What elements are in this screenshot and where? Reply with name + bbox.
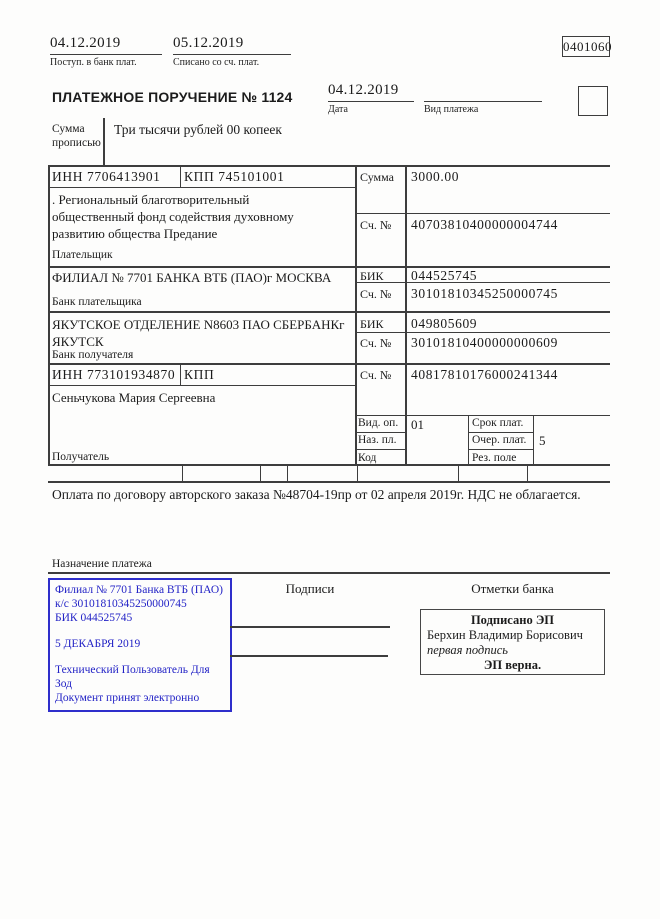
- term-label: Срок плат.: [472, 417, 524, 429]
- payment-kind-label: Вид платежа: [424, 104, 479, 115]
- payer-bank-bik: 044525745: [411, 268, 478, 283]
- received-date-value: 04.12.2019: [50, 35, 162, 55]
- payer-inn: ИНН 7706413901: [52, 169, 161, 184]
- payment-kind-field: [424, 82, 542, 115]
- stamp-bank-name: Филиал № 7701 Банка ВТБ (ПАО): [55, 584, 223, 596]
- payer-bank-account-label: Сч. №: [360, 287, 392, 301]
- table-line: [48, 385, 355, 386]
- payer-bank-bik-label: БИК: [360, 269, 384, 283]
- payee-bank-account-label: Сч. №: [360, 336, 392, 350]
- payee-inn: ИНН 773101934870: [52, 367, 176, 382]
- payee-bank-name: ЯКУТСКОЕ ОТДЕЛЕНИЕ N8603 ПАО СБЕРБАНКг ЯКУТСК: [52, 317, 345, 349]
- signed-ep-title: Подписано ЭП: [470, 613, 555, 627]
- payee-name: Сеньчукова Мария Сергеевна: [52, 390, 216, 405]
- requisites-table: [48, 165, 610, 466]
- amount-words-label: Сумма прописью: [52, 123, 101, 149]
- table-line: [355, 282, 610, 283]
- payee-bank-label: Банк получателя: [52, 349, 134, 361]
- amount-words-section: [48, 117, 610, 165]
- payer-name: . Региональный благотворительный общественный фонд содействия духовному развитию общества Предание: [52, 192, 294, 241]
- table-line: [48, 311, 610, 313]
- table-line: [527, 466, 528, 481]
- debited-date-field: [173, 35, 291, 68]
- stamp-note: Документ принят электронно: [55, 692, 200, 704]
- date-field: [328, 82, 414, 115]
- payee-account: 40817810176000241344: [411, 367, 558, 382]
- signer-name: Берхин Владимир Борисович: [427, 628, 583, 642]
- payee-bank-bik: 049805609: [411, 316, 478, 331]
- table-line: [180, 165, 181, 187]
- table-line: [355, 432, 406, 433]
- signature-line: [230, 626, 390, 628]
- status-box: [578, 86, 608, 116]
- signer-role: первая подпись: [427, 643, 508, 657]
- purpose-label: Назначение платежа: [52, 558, 152, 570]
- payee-account-label: Сч. №: [360, 368, 392, 382]
- form-code-box: 0401060: [562, 36, 610, 57]
- amount-words-value: Три тысячи рублей 00 копеек: [114, 122, 282, 137]
- table-line: [48, 187, 355, 188]
- table-line: [355, 415, 610, 416]
- tax-fields-row: [48, 466, 610, 483]
- document-title: ПЛАТЕЖНОЕ ПОРУЧЕНИЕ № 1124: [52, 89, 293, 105]
- table-line: [468, 415, 469, 466]
- signatures-label: Подписи: [285, 581, 335, 596]
- priority-value: 5: [539, 433, 546, 448]
- table-line: [287, 466, 288, 481]
- table-line: [260, 466, 261, 481]
- payer-account: 40703810400000004744: [411, 217, 558, 232]
- sum-label: Сумма: [360, 170, 394, 184]
- reserve-label: Рез. поле: [472, 452, 517, 464]
- divider: [103, 118, 105, 165]
- received-date-field: [50, 35, 162, 68]
- payee-label: Получатель: [52, 451, 110, 463]
- debited-date-value: 05.12.2019: [173, 35, 291, 55]
- payee-kpp: КПП: [184, 367, 215, 382]
- payer-kpp: КПП 745101001: [184, 169, 285, 184]
- stamp-gap: [55, 625, 225, 637]
- op-kind-value: 01: [411, 417, 424, 432]
- purpose-code-label: Наз. пл.: [358, 434, 397, 446]
- purpose-text: Оплата по договору авторского заказа №48704-19пр от 02 апреля 2019г. НДС не облагается.: [52, 487, 581, 502]
- table-line: [48, 572, 610, 574]
- table-line: [357, 466, 358, 481]
- table-line: [355, 332, 610, 333]
- stamp-gap: [55, 651, 225, 663]
- stamp-bik: БИК 044525745: [55, 612, 133, 624]
- table-line: [468, 432, 534, 433]
- table-line: [48, 165, 50, 466]
- bank-blue-stamp: [48, 578, 232, 712]
- table-line: [405, 165, 407, 466]
- code-label: Код: [358, 452, 377, 464]
- payer-bank-name: ФИЛИАЛ № 7701 БАНКА ВТБ (ПАО)г МОСКВА: [52, 270, 332, 285]
- stamp-corr-account: к/с 30101810345250000745: [55, 598, 187, 610]
- payment-kind-value: [424, 82, 542, 102]
- debited-date-label: Списано со сч. плат.: [173, 57, 260, 68]
- stamp-date: 5 ДЕКАБРЯ 2019: [55, 638, 141, 650]
- payer-label: Плательщик: [52, 249, 113, 261]
- date-value: 04.12.2019: [328, 82, 414, 102]
- table-line: [355, 165, 357, 466]
- received-date-label: Поступ. в банк плат.: [50, 57, 137, 68]
- table-line: [468, 449, 534, 450]
- op-kind-label: Вид. оп.: [358, 417, 399, 429]
- priority-label: Очер. плат.: [472, 434, 527, 446]
- date-label: Дата: [328, 104, 348, 115]
- sum-value: 3000.00: [411, 169, 460, 184]
- table-line: [355, 449, 406, 450]
- payer-account-label: Сч. №: [360, 218, 392, 232]
- table-line: [48, 363, 610, 365]
- table-line: [180, 363, 181, 385]
- payee-bank-account: 30101810400000000609: [411, 335, 558, 350]
- signature-line: [230, 655, 388, 657]
- signature-stamp-box: [420, 609, 605, 675]
- ep-verdict: ЭП верна.: [483, 658, 542, 672]
- payee-bank-bik-label: БИК: [360, 317, 384, 331]
- table-line: [355, 213, 610, 214]
- table-line: [182, 466, 183, 481]
- stamp-user: Технический Пользователь Для Зод: [55, 664, 210, 690]
- table-line: [533, 415, 534, 466]
- bank-marks-label: Отметки банка: [471, 581, 554, 596]
- payer-bank-label: Банк плательщика: [52, 296, 142, 308]
- payer-bank-account: 30101810345250000745: [411, 286, 558, 301]
- table-line: [48, 266, 610, 268]
- table-line: [458, 466, 459, 481]
- table-line: [48, 165, 610, 167]
